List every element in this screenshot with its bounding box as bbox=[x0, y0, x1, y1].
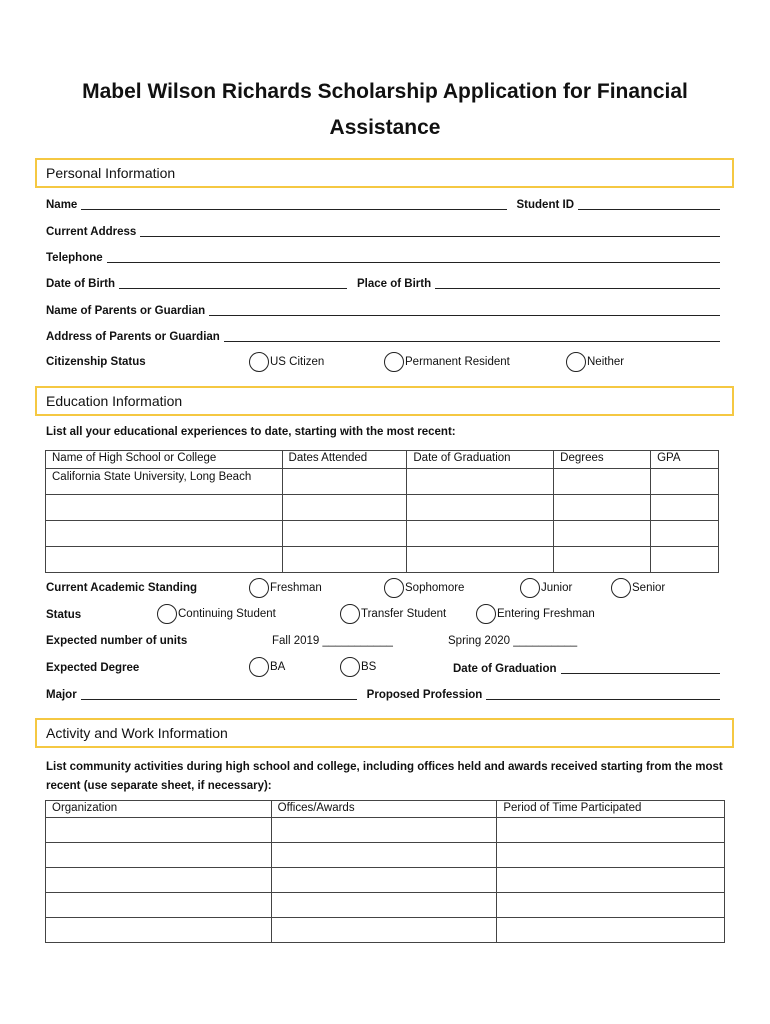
table-cell[interactable] bbox=[46, 495, 283, 521]
section-activity-work-information: Activity and Work Information bbox=[35, 718, 734, 748]
expected-degree-label: Expected Degree bbox=[46, 662, 140, 674]
citizenship-label: Citizenship Status bbox=[46, 356, 146, 368]
table-row bbox=[46, 469, 719, 495]
radio-permanent-resident[interactable]: Permanent Resident bbox=[384, 352, 510, 372]
radio-senior[interactable]: Senior bbox=[611, 578, 665, 598]
telephone-row bbox=[46, 249, 724, 267]
table-cell[interactable] bbox=[407, 469, 554, 495]
radio-neither[interactable]: Neither bbox=[566, 352, 624, 372]
radio-circle-icon[interactable] bbox=[476, 604, 496, 624]
table-cell[interactable] bbox=[46, 521, 283, 547]
table-cell[interactable] bbox=[497, 843, 725, 868]
table-cell[interactable] bbox=[46, 893, 272, 918]
activity-instruction: List community activities during high school and college, including offices held and awards received starting from the most recent (use separate sheet, if necessary): bbox=[46, 761, 723, 792]
table-cell[interactable] bbox=[46, 818, 272, 843]
table-cell[interactable] bbox=[282, 495, 407, 521]
parents-name-label: Name of Parents or Guardian bbox=[46, 305, 206, 317]
radio-circle-icon[interactable] bbox=[384, 578, 404, 598]
fall-units-field[interactable]: Fall 2019 ___________ bbox=[272, 635, 393, 647]
current-address-label: Current Address bbox=[46, 226, 137, 238]
table-header-row bbox=[46, 451, 719, 469]
table-cell[interactable] bbox=[651, 495, 719, 521]
radio-circle-icon[interactable] bbox=[249, 578, 269, 598]
column-header: Offices/Awards bbox=[271, 801, 497, 818]
table-cell[interactable] bbox=[46, 918, 272, 943]
table-cell[interactable] bbox=[497, 868, 725, 893]
major-row bbox=[46, 686, 724, 704]
academic-standing-label: Current Academic Standing bbox=[46, 582, 198, 594]
section-education-information: Education Information bbox=[35, 386, 734, 416]
column-header: Period of Time Participated bbox=[497, 801, 725, 818]
table-row bbox=[46, 868, 725, 893]
table-cell[interactable] bbox=[407, 521, 554, 547]
radio-circle-icon[interactable] bbox=[249, 657, 269, 677]
column-header: Degrees bbox=[554, 451, 651, 469]
table-cell[interactable] bbox=[554, 547, 651, 573]
table-cell[interactable] bbox=[497, 893, 725, 918]
table-cell[interactable] bbox=[282, 521, 407, 547]
table-cell[interactable] bbox=[554, 521, 651, 547]
table-row bbox=[46, 843, 725, 868]
radio-circle-icon[interactable] bbox=[340, 657, 360, 677]
table-cell[interactable] bbox=[282, 469, 407, 495]
birth-row bbox=[46, 275, 724, 293]
graduation-date-row bbox=[453, 660, 724, 678]
education-instruction: List all your educational experiences to date, starting with the most recent: bbox=[46, 426, 456, 438]
units-label: Expected number of units bbox=[46, 635, 188, 647]
radio-circle-icon[interactable] bbox=[384, 352, 404, 372]
table-row bbox=[46, 818, 725, 843]
table-header-row bbox=[46, 801, 725, 818]
student-id-field[interactable] bbox=[578, 200, 720, 210]
radio-continuing-student[interactable]: Continuing Student bbox=[157, 604, 276, 624]
name-field[interactable] bbox=[81, 200, 506, 210]
telephone-field[interactable] bbox=[107, 253, 720, 263]
table-row bbox=[46, 495, 719, 521]
place-of-birth-field[interactable] bbox=[435, 279, 720, 289]
table-row bbox=[46, 521, 719, 547]
column-header: Date of Graduation bbox=[407, 451, 554, 469]
activity-table bbox=[45, 800, 725, 943]
proposed-profession-field[interactable] bbox=[486, 690, 720, 700]
radio-transfer-student[interactable]: Transfer Student bbox=[340, 604, 446, 624]
table-cell[interactable] bbox=[407, 495, 554, 521]
section-personal-information: Personal Information bbox=[35, 158, 734, 188]
radio-circle-icon[interactable] bbox=[157, 604, 177, 624]
table-cell[interactable] bbox=[271, 893, 497, 918]
table-cell[interactable] bbox=[651, 547, 719, 573]
table-row bbox=[46, 547, 719, 573]
table-row bbox=[46, 918, 725, 943]
graduation-date-field[interactable] bbox=[561, 664, 720, 674]
radio-circle-icon[interactable] bbox=[520, 578, 540, 598]
major-label: Major bbox=[46, 689, 77, 701]
name-label: Name bbox=[46, 199, 78, 211]
table-cell[interactable] bbox=[651, 469, 719, 495]
table-cell[interactable] bbox=[271, 918, 497, 943]
table-cell[interactable] bbox=[271, 843, 497, 868]
date-of-birth-label: Date of Birth bbox=[46, 278, 115, 290]
column-header: Dates Attended bbox=[282, 451, 407, 469]
table-cell[interactable]: California State University, Long Beach bbox=[46, 469, 283, 495]
spring-units-field[interactable]: Spring 2020 __________ bbox=[448, 635, 578, 647]
radio-circle-icon[interactable] bbox=[566, 352, 586, 372]
radio-bs[interactable]: BS bbox=[340, 657, 376, 677]
radio-junior[interactable]: Junior bbox=[520, 578, 572, 598]
page-title: Mabel Wilson Richards Scholarship Application for Financial Assistance bbox=[82, 80, 688, 139]
table-row bbox=[46, 893, 725, 918]
major-field[interactable] bbox=[81, 690, 357, 700]
radio-sophomore[interactable]: Sophomore bbox=[384, 578, 464, 598]
address-row bbox=[46, 223, 724, 241]
radio-entering-freshman[interactable]: Entering Freshman bbox=[476, 604, 595, 624]
radio-circle-icon[interactable] bbox=[249, 352, 269, 372]
radio-us-citizen[interactable]: US Citizen bbox=[249, 352, 324, 372]
column-header: Organization bbox=[46, 801, 272, 818]
parents-address-row bbox=[46, 328, 724, 346]
place-of-birth-label: Place of Birth bbox=[357, 278, 432, 290]
parents-address-field[interactable] bbox=[224, 332, 720, 342]
proposed-profession-label: Proposed Profession bbox=[366, 689, 483, 701]
radio-ba[interactable]: BA bbox=[249, 657, 285, 677]
table-cell[interactable] bbox=[46, 868, 272, 893]
status-label: Status bbox=[46, 609, 82, 621]
radio-circle-icon[interactable] bbox=[340, 604, 360, 624]
column-header: GPA bbox=[651, 451, 719, 469]
table-cell[interactable] bbox=[271, 818, 497, 843]
table-cell[interactable] bbox=[282, 547, 407, 573]
date-of-birth-field[interactable] bbox=[119, 279, 347, 289]
telephone-label: Telephone bbox=[46, 252, 103, 264]
education-table bbox=[45, 450, 719, 573]
radio-circle-icon[interactable] bbox=[611, 578, 631, 598]
table-cell[interactable] bbox=[407, 547, 554, 573]
parents-name-field[interactable] bbox=[209, 306, 720, 316]
parents-address-label: Address of Parents or Guardian bbox=[46, 331, 220, 343]
table-cell[interactable] bbox=[554, 495, 651, 521]
table-cell[interactable] bbox=[46, 843, 272, 868]
radio-freshman[interactable]: Freshman bbox=[249, 578, 322, 598]
graduation-date-label: Date of Graduation bbox=[453, 663, 557, 675]
table-cell[interactable] bbox=[46, 547, 283, 573]
table-cell[interactable] bbox=[497, 918, 725, 943]
table-cell[interactable] bbox=[497, 818, 725, 843]
current-address-field[interactable] bbox=[140, 227, 720, 237]
table-cell[interactable] bbox=[651, 521, 719, 547]
column-header: Name of High School or College bbox=[46, 451, 283, 469]
table-cell[interactable] bbox=[271, 868, 497, 893]
parents-name-row bbox=[46, 302, 724, 320]
name-row bbox=[46, 196, 724, 214]
table-cell[interactable] bbox=[554, 469, 651, 495]
student-id-label: Student ID bbox=[516, 199, 574, 211]
